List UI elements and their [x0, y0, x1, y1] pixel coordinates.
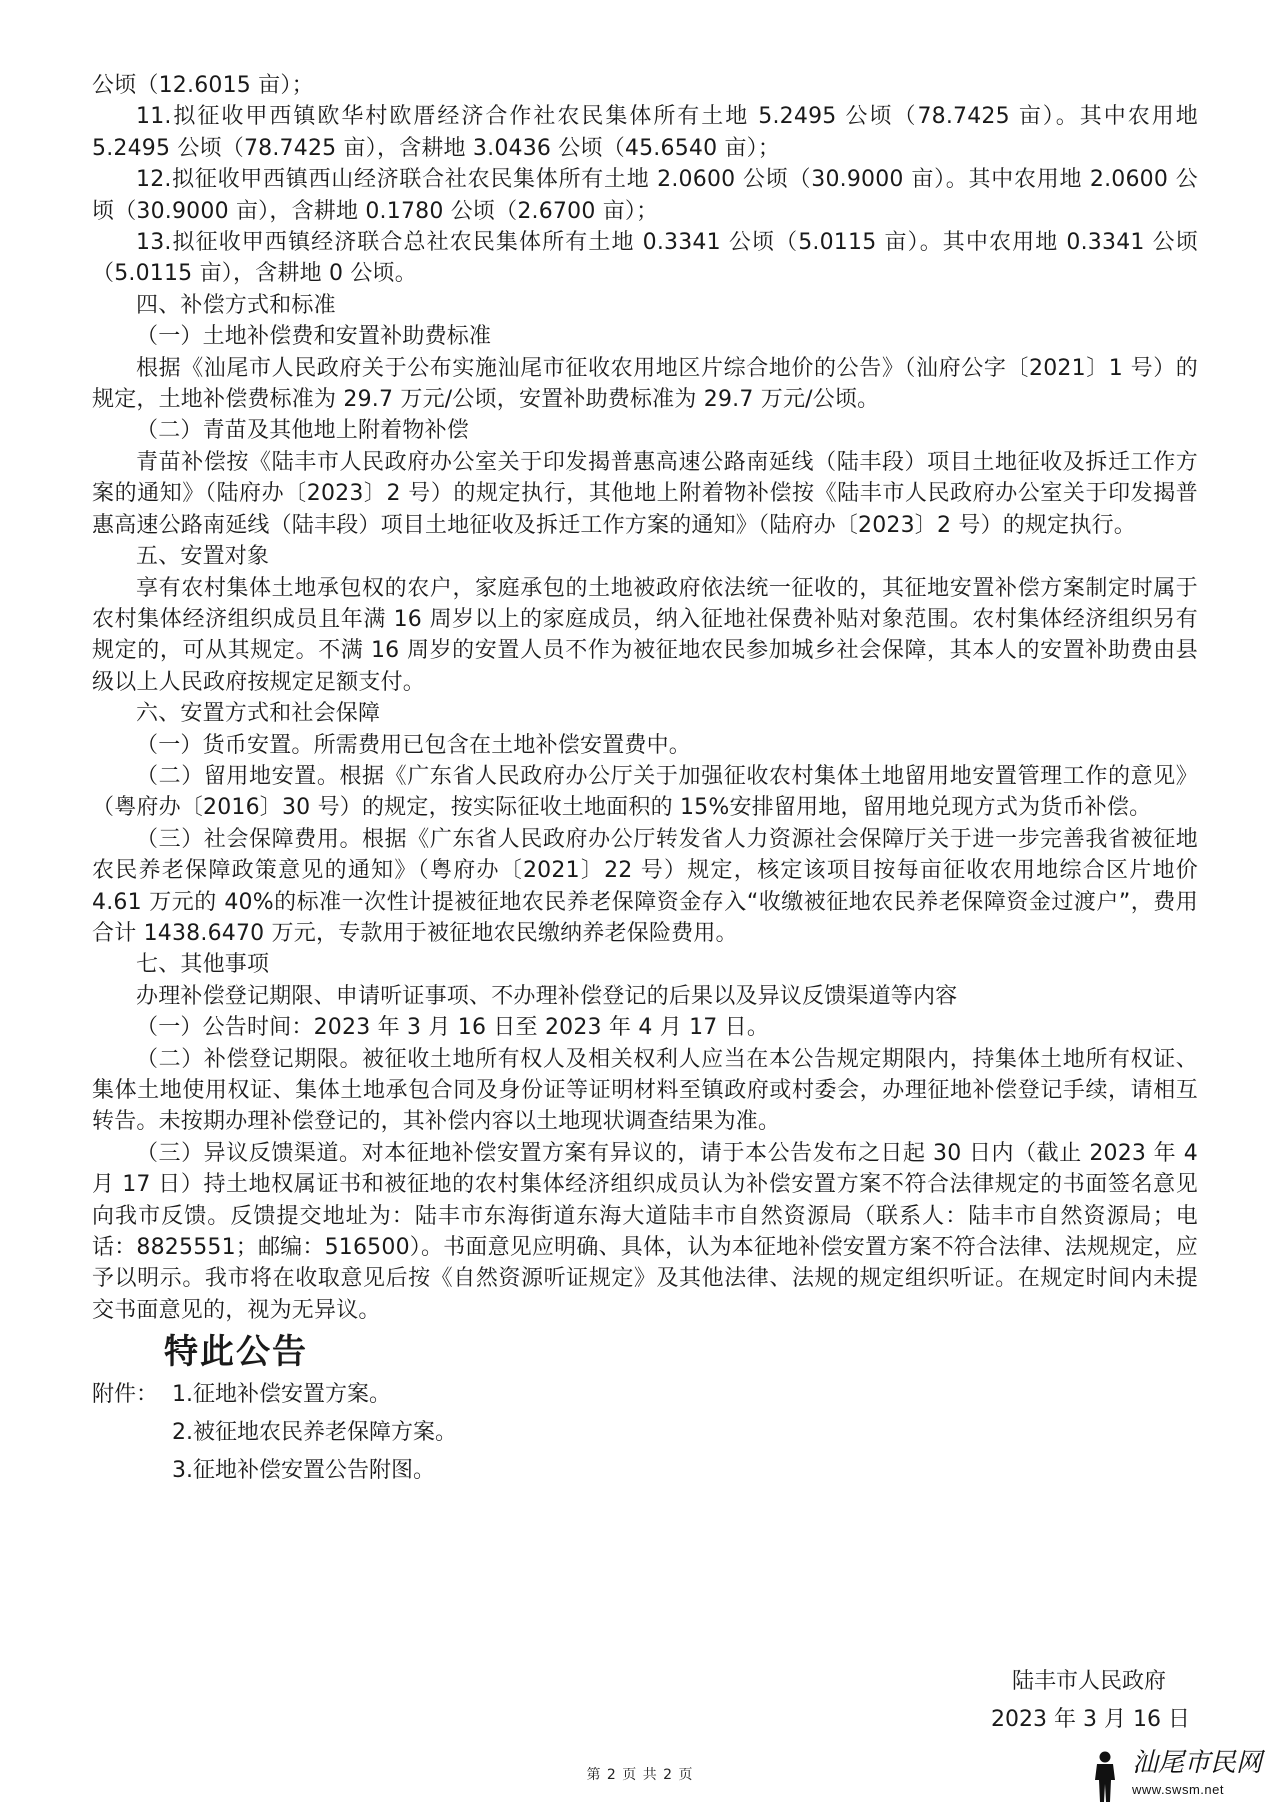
site-watermark: [1088, 1748, 1266, 1804]
paragraph: 四、补偿方式和标准: [136, 292, 336, 318]
paragraph: 享有农村集体土地承包权的农户，家庭承包的土地被政府依法统一征收的，其征地安置补偿方案制定时属于农村集体经济组织成员且年满 16 周岁以上的家庭成员，纳入征地社保费补贴对象范围。农村集体经济组织另有规定的，可从其规定。不满 16 周岁的安置人员不作为被征地农民参加城乡社会保障，其本人的安置补助费由县级以上人民政府按规定足额支付。: [92, 575, 1198, 695]
paragraph: 五、安置对象: [136, 544, 270, 570]
notice-title: 特此公告: [164, 1332, 308, 1373]
attachment-row: [92, 1414, 1198, 1452]
attachments: [92, 1376, 1198, 1490]
paragraph: （二）青苗及其他地上附着物补偿: [136, 418, 470, 444]
paragraph: 11.拟征收甲西镇欧华村欧厝经济合作社农民集体所有土地 5.2495 公顷（78.7425 亩）。其中农用地 5.2495 公顷（78.7425 亩），含耕地 3.0436 公顷（45.6540 亩）；: [92, 104, 1198, 161]
paragraph: （一）公告时间：2023 年 3 月 16 日至 2023 年 4 月 17 日。: [136, 1015, 770, 1041]
paragraph-list: [92, 70, 1198, 1326]
paragraph: 青苗补偿按《陆丰市人民政府办公室关于印发揭普惠高速公路南延线（陆丰段）项目土地征收及拆迁工作方案的通知》（陆府办〔2023〕2 号）的规定执行，其他地上附着物补偿按《陆丰市人民政府办公室关于印发揭普惠高速公路南延线（陆丰段）项目土地征收及拆迁工作方案的通知》（陆府办〔2023〕2 号）的规定执行。: [92, 449, 1198, 538]
paragraph: 七、其他事项: [136, 952, 270, 978]
document-body: [92, 70, 1198, 1490]
watermark-text: 汕尾市民网: [1132, 1748, 1263, 1778]
attachment-row: [92, 1376, 1198, 1414]
signature-org: 陆丰市人民政府: [1011, 1669, 1166, 1694]
attachments-label: 附件：: [92, 1382, 159, 1408]
paragraph: （三）社会保障费用。根据《广东省人民政府办公厅转发省人力资源社会保障厅关于进一步完善我省被征地农民养老保障政策意见的通知》（粤府办〔2021〕22 号）规定，核定该项目按每亩征收农用地综合区片地价 4.61 万元的 40%的标准一次性计提被征地农民养老保障资金存入“收缴被征地农民养老保障资金过渡户”，费用合计 1438.6470 万元，专款用于被征地农民缴纳养老保险费用。: [92, 826, 1198, 946]
paragraph: 公顷（12.6015 亩）；: [92, 73, 314, 98]
paragraph: 根据《汕尾市人民政府关于公布实施汕尾市征收农用地区片综合地价的公告》（汕府公字〔2021〕1 号）的规定，土地补偿费标准为 29.7 万元/公顷，安置补助费标准为 29.7 万元/公顷。: [92, 355, 1198, 413]
attachment-item: 2.被征地农民养老保障方案。: [172, 1420, 457, 1446]
attachment-item: 3.征地补偿安置公告附图。: [172, 1458, 435, 1484]
paragraph: （一）货币安置。所需费用已包含在土地补偿安置费中。: [136, 732, 692, 758]
attachment-item: 1.征地补偿安置方案。: [172, 1382, 391, 1408]
person-silhouette-icon: [1088, 1750, 1122, 1804]
paragraph: 六、安置方式和社会保障: [136, 701, 381, 727]
paragraph: （三）异议反馈渠道。对本征地补偿安置方案有异议的，请于本公告发布之日起 30 日内（截止 2023 年 4 月 17 日）持土地权属证书和被征地的农村集体经济组织成员认为补偿安置方案不符合法律规定的书面签名意见向我市反馈。反馈提交地址为：陆丰市东海街道东海大道陆丰市自然资源局（联系人：陆丰市自然资源局；电话：8825551；邮编：516500）。书面意见应明确、具体，认为本征地补偿安置方案不符合法律、法规规定，应予以明示。我市将在收取意见后按《自然资源听证规定》及其他法律、法规的规定组织听证。在规定时间内未提交书面意见的，视为无异议。: [92, 1140, 1198, 1323]
page-number: 第 2 页 共 2 页: [586, 1767, 694, 1783]
watermark-url: www.swsm.net: [1132, 1782, 1224, 1797]
paragraph: （一）土地补偿费和安置补助费标准: [136, 324, 492, 350]
paragraph: 办理补偿登记期限、申请听证事项、不办理补偿登记的后果以及异议反馈渠道等内容: [136, 983, 958, 1009]
attachment-row: [92, 1452, 1198, 1490]
paragraph: 12.拟征收甲西镇西山经济联合社农民集体所有土地 2.0600 公顷（30.9000 亩）。其中农用地 2.0600 公顷（30.9000 亩），含耕地 0.1780 公顷（2.6700 亩）；: [92, 167, 1198, 224]
paragraph: 13.拟征收甲西镇经济联合总社农民集体所有土地 0.3341 公顷（5.0115 亩）。其中农用地 0.3341 公顷（5.0115 亩），含耕地 0 公顷。: [92, 230, 1198, 287]
paragraph: （二）留用地安置。根据《广东省人民政府办公厅关于加强征收农村集体土地留用地安置管理工作的意见》（粤府办〔2016〕30 号）的规定，按实际征收土地面积的 15%安排留用地，留用地兑现方式为货币补偿。: [92, 763, 1198, 821]
signature-date: 2023 年 3 月 16 日: [991, 1707, 1190, 1732]
paragraph: （二）补偿登记期限。被征收土地所有权人及相关权利人应当在本公告规定期限内，持集体土地所有权证、集体土地使用权证、集体土地承包合同及身份证等证明材料至镇政府或村委会，办理征地补偿登记手续，请相互转告。未按期办理补偿登记的，其补偿内容以土地现状调查结果为准。: [92, 1046, 1198, 1135]
